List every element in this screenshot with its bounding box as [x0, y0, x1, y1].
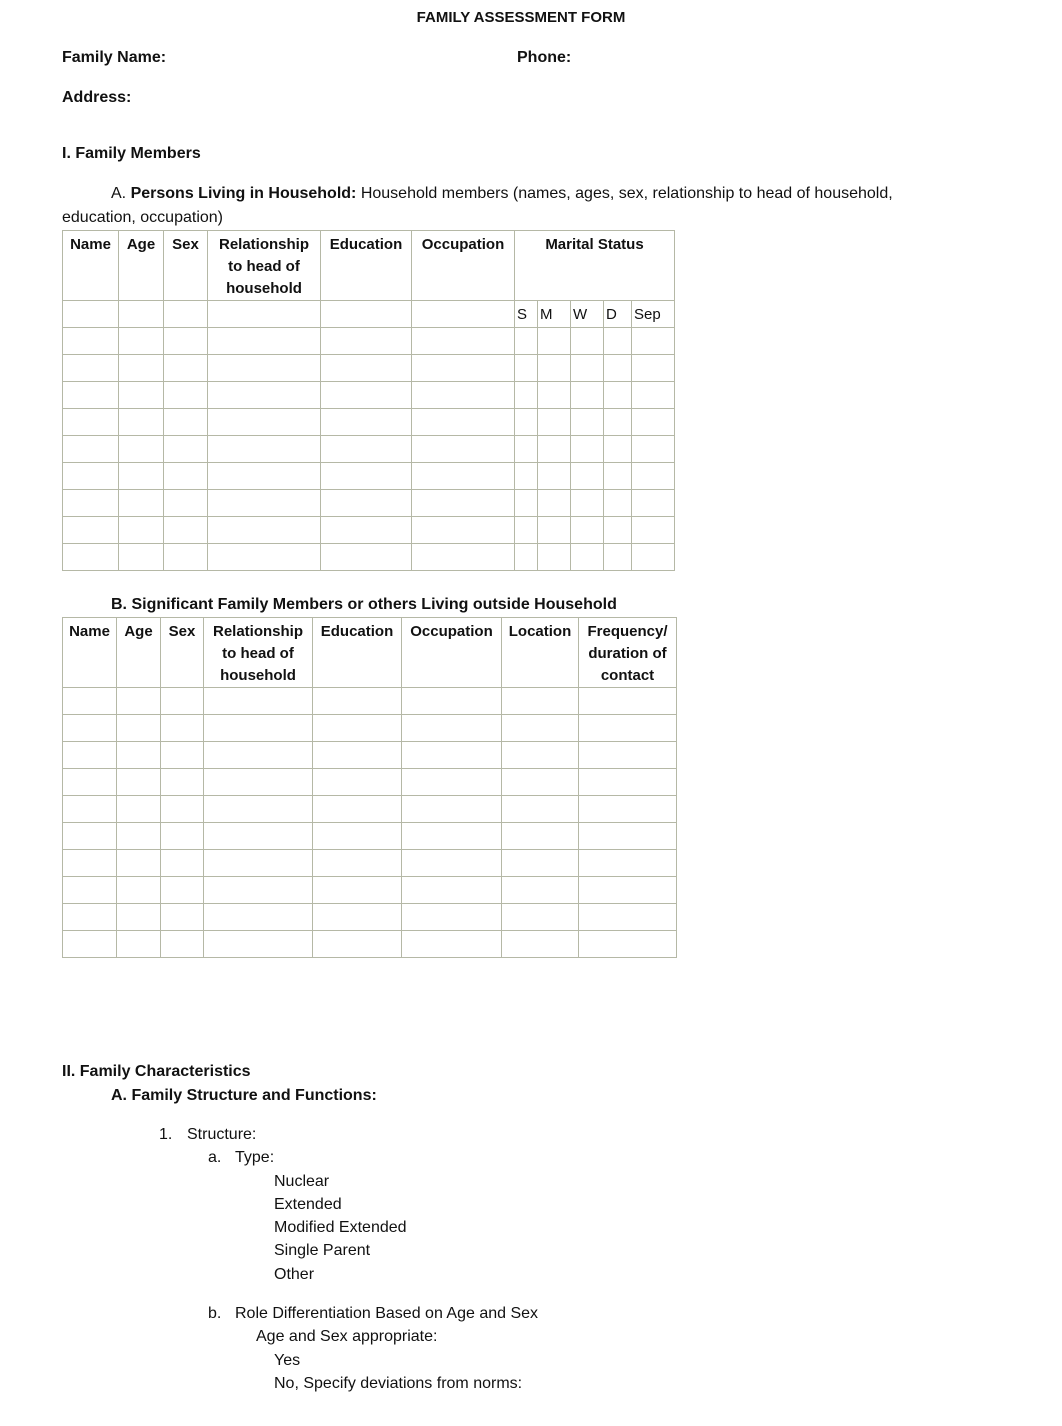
table-cell[interactable]	[63, 436, 119, 463]
header-relationship-line1: Relationship	[218, 236, 309, 253]
table-cell[interactable]	[161, 931, 204, 958]
header-sex: Sex	[161, 618, 204, 688]
table-cell[interactable]	[204, 688, 313, 715]
table-cell[interactable]	[63, 850, 117, 877]
table-cell[interactable]	[321, 544, 412, 571]
table-cell[interactable]	[321, 355, 412, 382]
table-row	[63, 904, 677, 931]
table-cell[interactable]	[571, 490, 604, 517]
header-frequency-line1: Frequency/	[587, 623, 668, 640]
section-2-sub-a: A. Family Structure and Functions:	[111, 1087, 377, 1104]
table-cell[interactable]	[402, 688, 502, 715]
table-cell[interactable]	[321, 436, 412, 463]
table-cell[interactable]	[632, 463, 675, 490]
table-cell[interactable]	[412, 355, 515, 382]
table-cell[interactable]	[502, 796, 579, 823]
table-cell[interactable]	[164, 463, 208, 490]
age-sex-appropriate: Age and Sex appropriate:	[256, 1328, 438, 1345]
table-cell[interactable]	[63, 904, 117, 931]
table-cell[interactable]	[579, 796, 677, 823]
type-nuclear: Nuclear	[274, 1173, 330, 1190]
table-cell[interactable]	[412, 382, 515, 409]
table-cell[interactable]	[119, 490, 164, 517]
marital-option-m: M	[538, 301, 571, 328]
table-cell[interactable]	[208, 301, 321, 328]
header-location: Location	[502, 618, 579, 688]
table-cell[interactable]	[164, 301, 208, 328]
table-cell[interactable]	[117, 688, 161, 715]
table-cell[interactable]	[161, 823, 204, 850]
table-cell[interactable]	[161, 796, 204, 823]
table-cell[interactable]	[63, 877, 117, 904]
table-cell[interactable]	[63, 490, 119, 517]
table-cell[interactable]	[161, 877, 204, 904]
address-label: Address:	[62, 89, 132, 106]
table-cell[interactable]	[321, 517, 412, 544]
table-cell[interactable]	[402, 904, 502, 931]
table-cell[interactable]	[208, 382, 321, 409]
header-relationship-line3: household	[226, 280, 302, 297]
table-cell[interactable]	[321, 463, 412, 490]
table-cell[interactable]	[412, 328, 515, 355]
section-2-heading: II. Family Characteristics	[62, 1063, 251, 1080]
header-education: Education	[313, 618, 402, 688]
table-cell[interactable]	[632, 409, 675, 436]
table-cell[interactable]	[63, 328, 119, 355]
table-cell[interactable]	[63, 688, 117, 715]
table-cell[interactable]	[412, 409, 515, 436]
table-cell[interactable]	[502, 742, 579, 769]
table-cell[interactable]	[571, 463, 604, 490]
table-row	[63, 328, 675, 355]
table-cell[interactable]	[63, 382, 119, 409]
table-row	[63, 742, 677, 769]
table-cell[interactable]	[579, 742, 677, 769]
table-cell[interactable]	[538, 328, 571, 355]
table-cell[interactable]	[604, 409, 632, 436]
table-cell[interactable]	[632, 382, 675, 409]
family-name-label: Family Name:	[62, 49, 167, 66]
table-cell[interactable]	[402, 742, 502, 769]
table-cell[interactable]	[164, 382, 208, 409]
table-cell[interactable]	[313, 850, 402, 877]
table-cell[interactable]	[502, 688, 579, 715]
table-cell[interactable]	[119, 544, 164, 571]
part-a-rest: Household members (names, ages, sex, relationship to head of household,	[360, 185, 893, 202]
table-cell[interactable]	[204, 796, 313, 823]
table-cell[interactable]	[402, 931, 502, 958]
table-cell[interactable]	[632, 517, 675, 544]
table-cell[interactable]	[604, 544, 632, 571]
header-marital-status: Marital Status	[515, 231, 675, 301]
table-cell[interactable]	[502, 715, 579, 742]
table-cell[interactable]	[63, 742, 117, 769]
table-cell[interactable]	[604, 490, 632, 517]
table-cell[interactable]	[502, 904, 579, 931]
header-relationship	[208, 231, 321, 301]
part-a-bold: Persons Living in Household:	[130, 185, 357, 202]
table-cell[interactable]	[204, 715, 313, 742]
table-cell[interactable]	[63, 355, 119, 382]
table-cell[interactable]	[515, 382, 538, 409]
table-cell[interactable]	[63, 544, 119, 571]
table-cell[interactable]	[208, 490, 321, 517]
table-cell[interactable]	[164, 490, 208, 517]
table-cell[interactable]	[117, 715, 161, 742]
table-cell[interactable]	[571, 382, 604, 409]
header-education: Education	[321, 231, 412, 301]
table-a-body	[63, 328, 675, 571]
table-cell[interactable]	[538, 544, 571, 571]
table-b-body	[63, 688, 677, 958]
table-cell[interactable]	[63, 301, 119, 328]
table-cell[interactable]	[119, 328, 164, 355]
table-cell[interactable]	[208, 517, 321, 544]
table-cell[interactable]	[515, 355, 538, 382]
table-cell[interactable]	[538, 517, 571, 544]
table-cell[interactable]	[502, 877, 579, 904]
header-relationship-line3: household	[220, 667, 296, 684]
table-cell[interactable]	[579, 688, 677, 715]
table-cell[interactable]	[604, 355, 632, 382]
part-a-intro	[111, 185, 893, 203]
table-cell[interactable]	[579, 823, 677, 850]
table-cell[interactable]	[208, 544, 321, 571]
table-cell[interactable]	[164, 517, 208, 544]
table-cell[interactable]	[538, 382, 571, 409]
table-cell[interactable]	[164, 355, 208, 382]
table-cell[interactable]	[208, 328, 321, 355]
table-cell[interactable]	[515, 409, 538, 436]
table-b-header-row	[63, 618, 677, 688]
table-cell[interactable]	[313, 931, 402, 958]
table-row	[63, 490, 675, 517]
table-cell[interactable]	[313, 904, 402, 931]
form-title: FAMILY ASSESSMENT FORM	[416, 9, 626, 26]
table-cell[interactable]	[117, 769, 161, 796]
table-row	[63, 688, 677, 715]
table-cell[interactable]	[117, 877, 161, 904]
table-cell[interactable]	[412, 436, 515, 463]
table-cell[interactable]	[313, 823, 402, 850]
table-cell[interactable]	[604, 436, 632, 463]
table-cell[interactable]	[632, 355, 675, 382]
part-a-prefix: A.	[111, 185, 127, 202]
marital-option-s: S	[515, 301, 538, 328]
table-cell[interactable]	[161, 904, 204, 931]
table-cell[interactable]	[579, 904, 677, 931]
table-row	[63, 715, 677, 742]
table-cell[interactable]	[402, 850, 502, 877]
header-occupation: Occupation	[402, 618, 502, 688]
part-a-line2: education, occupation)	[62, 209, 223, 226]
table-cell[interactable]	[119, 463, 164, 490]
item-a-type: Type:	[235, 1149, 275, 1166]
table-row	[63, 409, 675, 436]
table-cell[interactable]	[63, 715, 117, 742]
table-cell[interactable]	[515, 463, 538, 490]
table-cell[interactable]	[164, 544, 208, 571]
table-row	[63, 436, 675, 463]
table-cell[interactable]	[402, 823, 502, 850]
header-age: Age	[117, 618, 161, 688]
item-a-letter: a.	[208, 1149, 222, 1166]
table-cell[interactable]	[515, 436, 538, 463]
table-cell[interactable]	[502, 769, 579, 796]
table-cell[interactable]	[538, 490, 571, 517]
table-cell[interactable]	[208, 409, 321, 436]
outside-household-table	[62, 617, 677, 958]
header-frequency-line2: duration of	[588, 645, 667, 662]
table-cell[interactable]	[313, 877, 402, 904]
table-cell[interactable]	[161, 769, 204, 796]
table-cell[interactable]	[63, 796, 117, 823]
table-row	[63, 850, 677, 877]
table-cell[interactable]	[119, 355, 164, 382]
table-cell[interactable]	[117, 742, 161, 769]
header-frequency	[579, 618, 677, 688]
table-cell[interactable]	[63, 823, 117, 850]
table-cell[interactable]	[515, 544, 538, 571]
table-cell[interactable]	[604, 517, 632, 544]
item-1-number: 1.	[159, 1126, 173, 1143]
table-row	[63, 517, 675, 544]
table-cell[interactable]	[119, 301, 164, 328]
type-modified-extended: Modified Extended	[274, 1219, 407, 1236]
table-cell[interactable]	[579, 715, 677, 742]
header-relationship-line1: Relationship	[212, 623, 303, 640]
table-cell[interactable]	[402, 877, 502, 904]
table-cell[interactable]	[402, 715, 502, 742]
table-cell[interactable]	[204, 931, 313, 958]
table-cell[interactable]	[208, 355, 321, 382]
table-cell[interactable]	[63, 517, 119, 544]
marital-option-d: D	[604, 301, 632, 328]
table-cell[interactable]	[412, 463, 515, 490]
table-cell[interactable]	[204, 850, 313, 877]
table-cell[interactable]	[412, 517, 515, 544]
type-other: Other	[274, 1266, 315, 1283]
table-cell[interactable]	[538, 463, 571, 490]
table-cell[interactable]	[117, 796, 161, 823]
table-cell[interactable]	[119, 517, 164, 544]
table-cell[interactable]	[313, 769, 402, 796]
table-cell[interactable]	[208, 463, 321, 490]
table-cell[interactable]	[502, 931, 579, 958]
table-cell[interactable]	[604, 328, 632, 355]
table-cell[interactable]	[119, 436, 164, 463]
table-row	[63, 796, 677, 823]
table-cell[interactable]	[204, 877, 313, 904]
table-cell[interactable]	[412, 301, 515, 328]
table-cell[interactable]	[604, 382, 632, 409]
table-cell[interactable]	[161, 742, 204, 769]
household-members-table	[62, 230, 675, 571]
table-cell[interactable]	[161, 715, 204, 742]
marital-option-w: W	[571, 301, 604, 328]
table-row	[63, 769, 677, 796]
table-cell[interactable]	[313, 742, 402, 769]
table-cell[interactable]	[402, 796, 502, 823]
table-cell[interactable]	[571, 544, 604, 571]
table-cell[interactable]	[571, 436, 604, 463]
header-age: Age	[119, 231, 164, 301]
table-cell[interactable]	[321, 490, 412, 517]
table-cell[interactable]	[579, 931, 677, 958]
table-cell[interactable]	[313, 688, 402, 715]
table-cell[interactable]	[632, 490, 675, 517]
table-cell[interactable]	[161, 688, 204, 715]
table-cell[interactable]	[63, 463, 119, 490]
table-cell[interactable]	[412, 490, 515, 517]
table-cell[interactable]	[117, 823, 161, 850]
option-yes: Yes	[274, 1352, 301, 1369]
table-cell[interactable]	[204, 769, 313, 796]
table-cell[interactable]	[321, 328, 412, 355]
table-cell[interactable]	[164, 409, 208, 436]
table-cell[interactable]	[63, 409, 119, 436]
table-cell[interactable]	[515, 517, 538, 544]
marital-options-row	[63, 301, 675, 328]
section-1-heading: I. Family Members	[62, 145, 201, 162]
table-cell[interactable]	[515, 328, 538, 355]
table-cell[interactable]	[204, 904, 313, 931]
table-cell[interactable]	[63, 769, 117, 796]
table-cell[interactable]	[321, 409, 412, 436]
header-sex: Sex	[164, 231, 208, 301]
table-row	[63, 544, 675, 571]
table-cell[interactable]	[117, 931, 161, 958]
table-cell[interactable]	[63, 931, 117, 958]
table-cell[interactable]	[538, 409, 571, 436]
table-row	[63, 823, 677, 850]
part-b-heading: B. Significant Family Members or others Living outside Household	[111, 596, 617, 613]
type-extended: Extended	[274, 1196, 342, 1213]
type-single-parent: Single Parent	[274, 1242, 371, 1259]
header-relationship-line2: to head of	[222, 645, 294, 662]
table-cell[interactable]	[571, 328, 604, 355]
table-cell[interactable]	[313, 796, 402, 823]
table-cell[interactable]	[502, 850, 579, 877]
table-cell[interactable]	[117, 850, 161, 877]
item-b-letter: b.	[208, 1305, 222, 1322]
table-cell[interactable]	[579, 769, 677, 796]
table-cell[interactable]	[579, 850, 677, 877]
table-cell[interactable]	[164, 328, 208, 355]
table-row	[63, 931, 677, 958]
table-cell[interactable]	[402, 769, 502, 796]
marital-option-sep: Sep	[632, 301, 675, 328]
table-cell[interactable]	[119, 409, 164, 436]
table-cell[interactable]	[632, 436, 675, 463]
header-relationship	[204, 618, 313, 688]
table-cell[interactable]	[119, 382, 164, 409]
table-cell[interactable]	[502, 823, 579, 850]
table-cell[interactable]	[571, 355, 604, 382]
table-cell[interactable]	[412, 544, 515, 571]
table-cell[interactable]	[632, 328, 675, 355]
header-frequency-line3: contact	[600, 667, 655, 684]
item-1-structure: Structure:	[187, 1126, 257, 1143]
header-name: Name	[63, 618, 117, 688]
item-b-role: Role Differentiation Based on Age and Sex	[235, 1305, 539, 1322]
table-cell[interactable]	[204, 742, 313, 769]
header-relationship-line2: to head of	[228, 258, 300, 275]
table-cell[interactable]	[571, 409, 604, 436]
table-cell[interactable]	[313, 715, 402, 742]
table-cell[interactable]	[604, 463, 632, 490]
table-cell[interactable]	[117, 904, 161, 931]
table-row	[63, 382, 675, 409]
table-cell[interactable]	[579, 877, 677, 904]
table-cell[interactable]	[538, 436, 571, 463]
table-row	[63, 355, 675, 382]
table-row	[63, 463, 675, 490]
table-cell[interactable]	[571, 517, 604, 544]
table-cell[interactable]	[208, 436, 321, 463]
table-cell[interactable]	[164, 436, 208, 463]
table-cell[interactable]	[321, 382, 412, 409]
option-no: No, Specify deviations from norms:	[274, 1375, 523, 1392]
table-cell[interactable]	[161, 850, 204, 877]
table-cell[interactable]	[515, 490, 538, 517]
table-cell[interactable]	[204, 823, 313, 850]
table-cell[interactable]	[321, 301, 412, 328]
phone-label: Phone:	[517, 49, 572, 66]
header-occupation: Occupation	[412, 231, 515, 301]
table-row	[63, 877, 677, 904]
table-a-header-row	[63, 231, 675, 301]
table-cell[interactable]	[632, 544, 675, 571]
table-cell[interactable]	[538, 355, 571, 382]
header-name: Name	[63, 231, 119, 301]
